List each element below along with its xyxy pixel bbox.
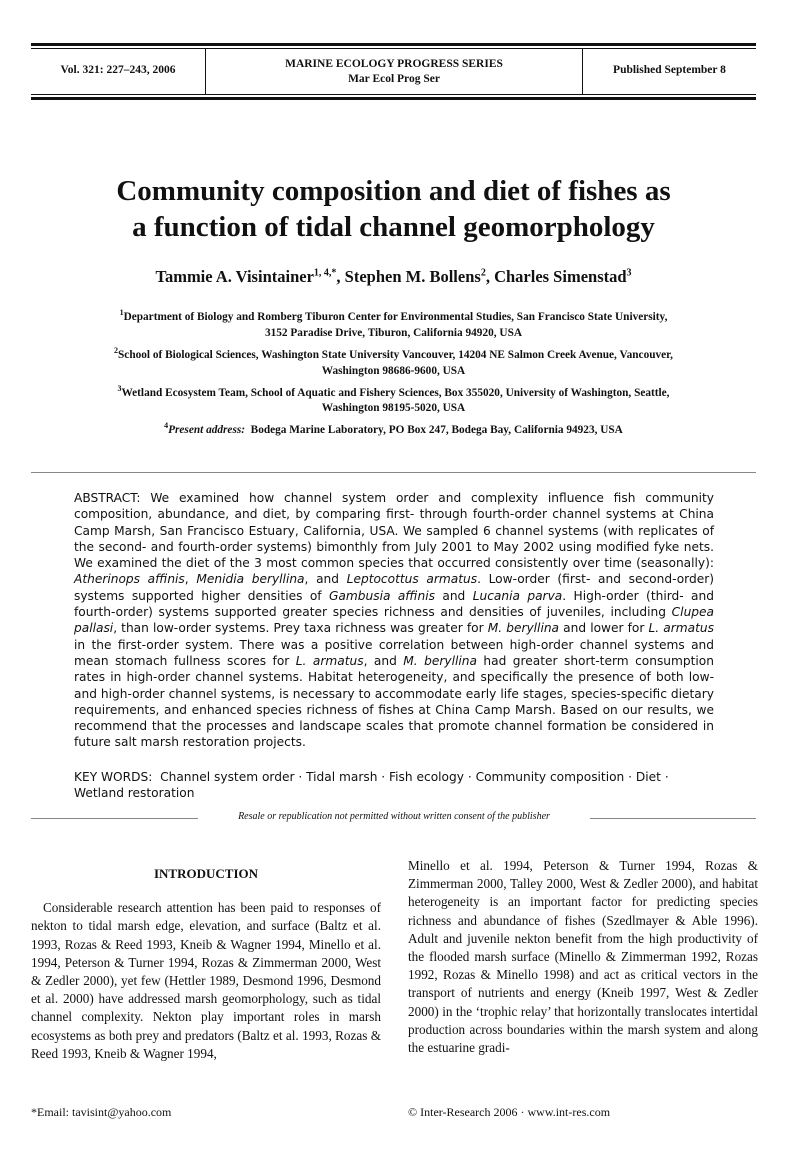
abstract-text: had greater short-term consumption rates in high-order channel systems. Habitat heterogeneity, and specifically the presence of both low- and high-order channel systems, is necessary to accommodate early life stages, species-specific dietary requirements, and enhanced species richness of fishes at China Camp Marsh. Based on our results, we recommend that the processes and landscape scales that promote channel formation be considered in future salt marsh restoration projects. [74, 653, 714, 750]
header-bottom-rule [31, 97, 756, 100]
volume-info: Vol. 321: 227–243, 2006 [60, 64, 176, 76]
affiliation [40, 343, 747, 379]
journal-name [206, 57, 582, 87]
affiliation-line: Department of Biology and Romberg Tiburon Center for Environmental Studies, San Francisco State University, [123, 310, 668, 323]
abstract [74, 490, 714, 751]
species-name: M. beryllina [403, 653, 477, 668]
affiliation-list [40, 305, 747, 440]
body-paragraph: Minello et al. 1994, Peterson & Turner 1994, Rozas & Zimmerman 2000, Talley 2000, West & Zedler 2000), and habitat heterogeneity is an important factor for predicting species richness and abundance of fishes (Szedlmayer & Able 1996). Adult and juvenile nekton benefit from the high productivity of the flooded marsh surface (Minello & Zimmerman 1992, Rozas 1992, Rozas & Minello 1998) and act as critical vectors in the transport of nutrients and energy (Kneib 1997, West & Zedler 2000) in the ‘trophic relay’ that horizontally translocates intertidal production across boundaries within the marsh system and along the estuarine gradi- [408, 858, 758, 1056]
species-name: L. armatus [648, 621, 714, 636]
present-address-text: Bodega Marine Laboratory, PO Box 247, Bodega Bay, California 94923, USA [250, 424, 623, 437]
affiliation-line: Washington 98195-5020, USA [321, 402, 466, 415]
author-separator: , [336, 267, 345, 286]
author-affiliation-marker: 2 [480, 267, 486, 279]
corresponding-email: *Email: tavisint@yahoo.com [31, 1105, 172, 1119]
title-line-1: Community composition and diet of fishes as [116, 175, 671, 207]
resale-notice: Resale or republication not permitted without written consent of the publisher [238, 811, 550, 822]
publication-date: Published September 8 [613, 64, 726, 76]
abstract-text: in the first-order system. There was a positive correlation between high-order channel systems and mean stomach fullness scores for [74, 637, 714, 668]
author-list [40, 267, 747, 287]
article-title [40, 173, 747, 245]
abstract-top-rule [31, 472, 756, 473]
journal-title: MARINE ECOLOGY PROGRESS SERIES [285, 58, 503, 70]
affiliation [40, 381, 747, 417]
abstract-label: ABSTRACT: [74, 491, 141, 505]
species-name: Gambusia affinis [328, 588, 435, 603]
species-name: Lucania parva [472, 588, 563, 603]
resale-rule-left [31, 818, 198, 819]
affiliation-marker: 3 [117, 383, 122, 393]
copyright: © Inter-Research 2006 · www.int-res.com [408, 1105, 611, 1119]
affiliation-line: Washington 98686-9600, USA [321, 364, 466, 377]
header-top-rule-thin [31, 48, 756, 49]
author-name: Stephen M. Bollens [344, 267, 481, 286]
abstract-text: . Low-order (first- and second-order) systems supported higher densities of [74, 572, 714, 603]
section-heading: INTRODUCTION [153, 866, 258, 881]
abstract-text: , than low-order systems. Prey taxa richness was greater for [113, 621, 488, 636]
keywords [74, 769, 714, 802]
body-column-right [408, 857, 758, 1057]
species-name: Menidia beryllina [196, 572, 305, 587]
body-column-left [31, 865, 381, 1063]
author-name: Charles Simenstad [494, 267, 627, 286]
species-name: Leptocottus armatus [346, 572, 478, 587]
present-address-label: Present address: [168, 424, 246, 437]
author-separator: , [485, 267, 495, 286]
body-paragraph: Considerable research attention has been paid to responses of nekton to tidal marsh edge, elevation, and surface (Baltz et al. 1993, Rozas & Reed 1993, Kneib & Wagner 1994, Minello et al. 1994, Peterson & Turner 1994, Rozas & Zimmerman 2000, West & Zedler 2000), yet few (Hettler 1989, Desmond 1996, Desmond et al. 2000) have addressed marsh geomorphology, such as tidal channel complexity. Nekton play important roles in marsh ecosystems as both prey and predators (Baltz et al. 1993, Rozas & Reed 1993, Kneib & Wagner 1994, [31, 900, 381, 1061]
resale-rule-right [590, 818, 756, 819]
affiliation [40, 305, 747, 341]
abstract-text: We examined how channel system order and complexity influence fish community composition, abundance, and diet, by comparing first- through fourth-order channel systems at China Camp Marsh, San Francisco Estuary, California, USA. We sampled 6 channel systems (with replicates of the second- and fourth-order systems) bimonthly from July 2001 to May 2002 using modified fyke nets. We examined the diet of the 3 most common species that occurred consistently over time (seasonally): [74, 491, 714, 571]
affiliation-line: School of Biological Sciences, Washington State University Vancouver, 14204 NE Salmon Creek Avenue, Vancouver, [118, 348, 673, 361]
abstract-text: , and [363, 653, 404, 668]
author-name: Tammie A. Visintainer [155, 267, 314, 286]
species-name: Clupea pallasi [74, 605, 714, 636]
abstract-text: , and [304, 572, 347, 587]
abstract-text: and [434, 588, 473, 603]
keywords-label: KEY WORDS: [74, 770, 153, 784]
species-name: L. armatus [295, 653, 364, 668]
journal-abbreviation: Mar Ecol Prog Ser [348, 73, 440, 85]
affiliation-marker: 4 [164, 421, 169, 431]
species-name: M. beryllina [487, 621, 560, 636]
present-address [40, 418, 747, 438]
affiliation-line: Wetland Ecosystem Team, School of Aquatic and Fishery Sciences, Box 355020, University of Washington, Seattle, [121, 386, 670, 399]
abstract-text: . High-order (third- and fourth-order) systems supported greater species richness and densities of juveniles, including [74, 588, 714, 620]
header-top-rule [31, 43, 756, 46]
affiliation-line: 3152 Paradise Drive, Tiburon, California 94920, USA [264, 326, 523, 339]
title-line-2: a function of tidal channel geomorphology [132, 211, 655, 243]
header-bottom-rule-thin [31, 94, 756, 95]
abstract-text: and lower for [559, 621, 649, 636]
keywords-text: Channel system order · Tidal marsh · Fish ecology · Community composition · Diet · Wetland restoration [74, 770, 669, 801]
author-affiliation-marker: 3 [626, 267, 632, 279]
species-name: Atherinops affinis [74, 572, 185, 587]
affiliation-marker: 2 [114, 345, 119, 355]
author-affiliation-marker: 1, 4,* [313, 267, 337, 279]
abstract-text: , [184, 572, 197, 587]
affiliation-marker: 1 [119, 308, 124, 317]
